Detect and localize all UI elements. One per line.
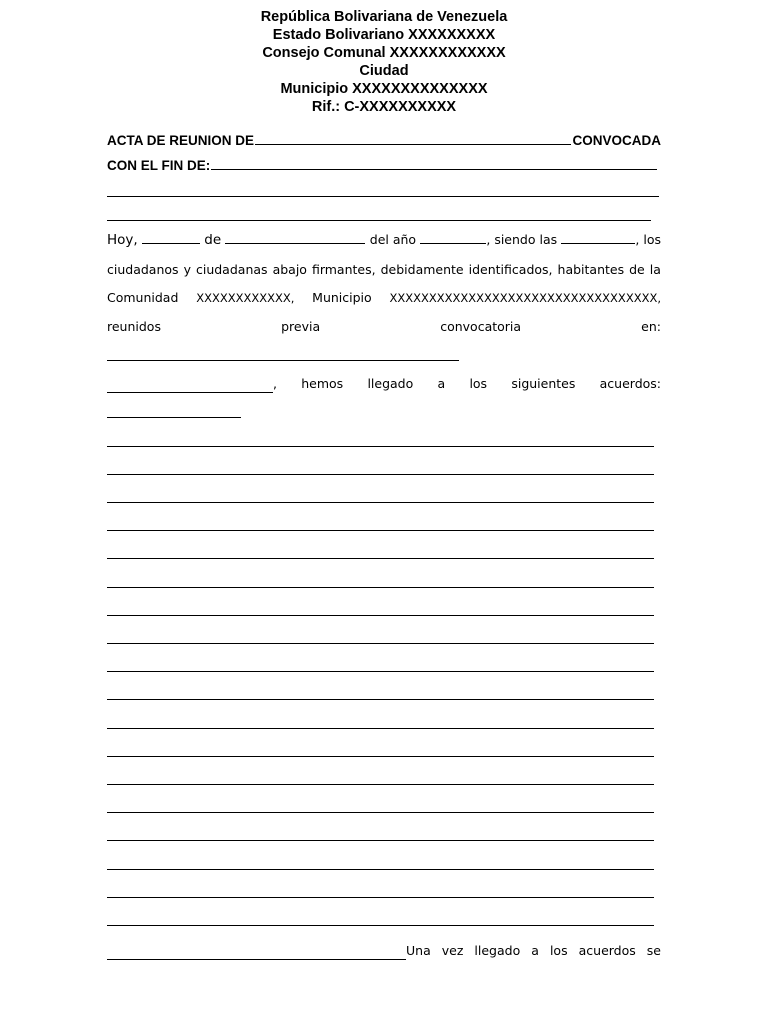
- word: en:: [641, 319, 661, 334]
- word: del año: [369, 232, 417, 247]
- agreement-line[interactable]: [107, 530, 654, 531]
- agreement-line[interactable]: [107, 869, 654, 870]
- last-line-start: [107, 942, 431, 960]
- word: los: [469, 376, 488, 391]
- word: y: [183, 262, 191, 277]
- header-city: Ciudad: [359, 63, 409, 79]
- word: Municipio: [312, 290, 372, 305]
- agreement-line[interactable]: [107, 840, 654, 841]
- word: acuerdos:: [599, 376, 661, 391]
- word: abajo: [272, 262, 307, 277]
- agreement-line[interactable]: [107, 812, 654, 813]
- year-blank[interactable]: [420, 231, 486, 244]
- paragraph-line-3: [107, 289, 661, 307]
- acta-suffix: CONVOCADA: [572, 133, 661, 148]
- word: la: [649, 262, 661, 277]
- purpose-label: CON EL FIN DE:: [107, 158, 211, 173]
- word: habitantes: [557, 262, 625, 277]
- word: vez: [441, 943, 464, 958]
- word: XXXXXXXXXXXX,: [196, 291, 295, 305]
- word: de: [629, 262, 645, 277]
- word: siguientes: [511, 376, 576, 391]
- purpose-blank[interactable]: [211, 168, 657, 170]
- acta-prefix: ACTA DE REUNION DE: [107, 133, 255, 148]
- word: llegado: [367, 376, 414, 391]
- agreement-line[interactable]: [107, 671, 654, 672]
- paragraph-line-6: [107, 375, 661, 393]
- word: los: [549, 943, 568, 958]
- agreement-line[interactable]: [107, 643, 654, 644]
- word: se: [646, 943, 661, 958]
- word: a: [437, 376, 446, 391]
- agreement-line[interactable]: [107, 728, 654, 729]
- word: firmantes,: [311, 262, 376, 277]
- word: debidamente: [380, 262, 464, 277]
- header-state: Estado Bolivariano XXXXXXXXX: [272, 27, 496, 43]
- word: Comunidad: [107, 290, 179, 305]
- word: ciudadanos: [107, 262, 179, 277]
- header-municipality: Municipio XXXXXXXXXXXXXX: [280, 81, 488, 97]
- agreement-line[interactable]: [107, 502, 654, 503]
- paragraph-line-1: [107, 231, 661, 249]
- agreement-line[interactable]: [107, 925, 654, 926]
- purpose-line: [107, 158, 658, 173]
- word: identificados,: [468, 262, 553, 277]
- word: ,: [273, 376, 277, 391]
- header-communal-council: Consejo Comunal XXXXXXXXXXXX: [262, 45, 506, 61]
- time-blank[interactable]: [561, 231, 635, 244]
- purpose-rule[interactable]: [107, 220, 651, 221]
- word: de: [204, 232, 222, 248]
- agreement-line[interactable]: [107, 558, 654, 559]
- purpose-rule[interactable]: [107, 196, 659, 197]
- word: Hoy,: [107, 232, 138, 248]
- month-blank[interactable]: [225, 231, 365, 244]
- paragraph-last-line: [107, 942, 661, 960]
- word: reunidos: [107, 319, 161, 334]
- agreement-line[interactable]: [107, 784, 654, 785]
- word: previa: [281, 319, 321, 334]
- word: ciudadanas: [195, 262, 268, 277]
- paragraph-line-4: [107, 318, 661, 336]
- word: hemos: [301, 376, 344, 391]
- place-continuation-blank[interactable]: [107, 379, 273, 393]
- agreement-line[interactable]: [107, 897, 654, 898]
- agreement-line[interactable]: [107, 615, 654, 616]
- header-republic: República Bolivariana de Venezuela: [260, 9, 508, 25]
- document-header: [0, 8, 768, 116]
- word: convocatoria: [440, 319, 522, 334]
- agreements-start-blank[interactable]: [107, 417, 241, 418]
- meeting-place-blank[interactable]: [107, 360, 459, 361]
- agreement-line[interactable]: [107, 699, 654, 700]
- day-blank[interactable]: [142, 231, 200, 244]
- word: XXXXXXXXXXXXXXXXXXXXXXXXXXXXXXXXXX,: [389, 291, 661, 305]
- agreement-line[interactable]: [107, 446, 654, 447]
- paragraph-line-2: [107, 261, 661, 279]
- agreement-line[interactable]: [107, 474, 654, 475]
- acta-title-line: [107, 133, 661, 148]
- place-continuation: [107, 375, 277, 393]
- agreement-line[interactable]: [107, 587, 654, 588]
- header-rif: Rif.: C-XXXXXXXXXX: [311, 99, 457, 115]
- agreement-line[interactable]: [107, 756, 654, 757]
- word: acuerdos: [578, 943, 636, 958]
- word: , siendo las: [486, 232, 558, 247]
- acta-name-blank[interactable]: [255, 143, 571, 145]
- word: llegado: [474, 943, 521, 958]
- word: Una: [406, 943, 431, 958]
- word: a: [531, 943, 539, 958]
- word: , los: [635, 232, 662, 247]
- last-line-blank[interactable]: [107, 946, 406, 960]
